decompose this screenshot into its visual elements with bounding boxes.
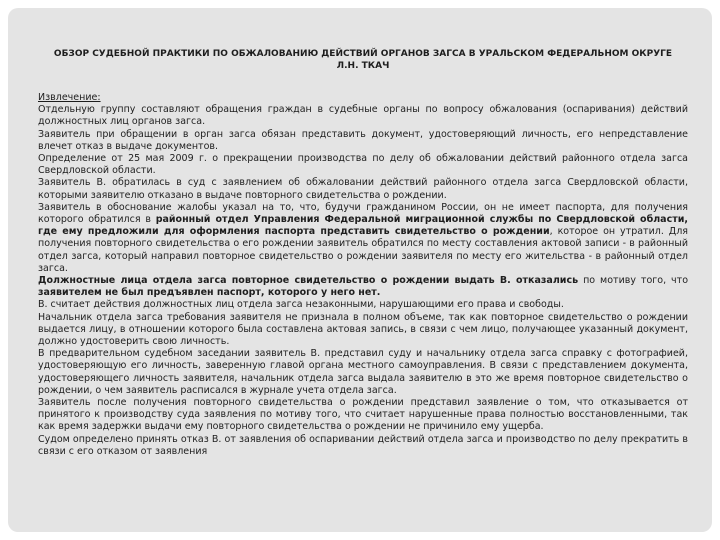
- paragraph-6-part-b: по мотиву того, что: [578, 275, 689, 287]
- title-line-1: ОБЗОР СУДЕБНОЙ ПРАКТИКИ ПО ОБЖАЛОВАНИЮ ДЕЙСТВИЙ ОРГАНОВ ЗАГСА В УРАЛЬСКОМ ФЕДЕРАЛЬНОМ ОКРУГЕ: [53, 49, 673, 59]
- paragraph-5-part-b: районный отдел Управления Федеральной миграционной службы по Свердловской области, где ему предложили для оформления паспорта представить свидетельство о рождении: [38, 214, 688, 238]
- title-line-2: Л.Н. ТКАЧ: [336, 61, 390, 71]
- paragraph-9: В предварительном судебном заседании заявитель В. представил суду и начальнику отдела загса справку с фотографией, удостоверяющую его личность, заверенную главой органа местного самоуправления. В связи с представлением документа, удостоверяющего личность заявителя, начальник отдела загса выдала заявителю в это же время повторное свидетельство о рождении, о чем заявитель расписался в журнале учета отдела загса.: [38, 348, 688, 396]
- paragraph-2: Заявитель при обращении в орган загса обязан представить документ, удостоверяющий личность, его непредставление влечет отказ в выдаче документов.: [38, 128, 688, 152]
- slide-page: [8, 8, 712, 532]
- paragraph-6-part-c: заявителем не был предъявлен паспорт, которого у него нет.: [38, 287, 381, 299]
- paragraph-5-part-a: Заявитель в обоснование жалобы указал на то, что, будучи гражданином России, он не имеет паспорта, для получения которого обратился в: [38, 201, 688, 226]
- paragraph-5: [38, 202, 688, 275]
- document-title: [38, 48, 688, 72]
- paragraph-6: [38, 275, 688, 299]
- paragraph-8: Начальник отдела загса требования заявителя не признала в полном объеме, так как повторное свидетельство о рождении выдается лицу, в отношении которого была составлена актовая запись, в связи с чем лицо, получающее указанный документ, должно удостоверить свою личность.: [38, 311, 688, 348]
- paragraph-11: Судом определено принять отказ В. от заявления об оспаривании действий отдела загса и производство по делу прекратить в связи с его отказом от заявления: [38, 433, 688, 457]
- paragraph-1: Отдельную группу составляют обращения граждан в судебные органы по вопросу обжалования (оспаривания) действий должностных лиц органов загса.: [38, 104, 688, 128]
- paragraph-4: Заявитель В. обратилась в суд с заявлением об обжаловании действий районного отдела загса Свердловской области, которыми заявителю отказано в выдаче повторного свидетельства о рождении.: [38, 177, 688, 201]
- paragraph-3: Определение от 25 мая 2009 г. о прекращении производства по делу об обжаловании действий районного отдела загса Свердловской области.: [38, 153, 688, 177]
- extract-label: Извлечение:: [38, 92, 101, 103]
- paragraph-6-part-a: Должностные лица отдела загса повторное свидетельство о рождении выдать В. отказались: [38, 275, 579, 287]
- paragraph-10: Заявитель после получения повторного свидетельства о рождении представил заявление о том, что отказывается от принятого к производству суда заявления по мотиву того, что считает нарушенные права полностью восстановленными, так как время задержки выдачи ему повторного свидетельства о рождении не причинило ему ущерба.: [38, 397, 688, 433]
- paragraph-7: В. считает действия должностных лиц отдела загса незаконными, нарушающими его права и свободы.: [38, 299, 564, 311]
- paragraph-5-part-c: , которое он утратил. Для получения повторного свидетельства о его рождении заявитель обратился по месту составления актовой записи - в районный отдел загса, который направил повторное свидетельство о рождении заявителя по месту его жительства - в районный отдел загса.: [38, 226, 688, 274]
- document-body: [38, 92, 688, 458]
- document-content: [38, 48, 688, 458]
